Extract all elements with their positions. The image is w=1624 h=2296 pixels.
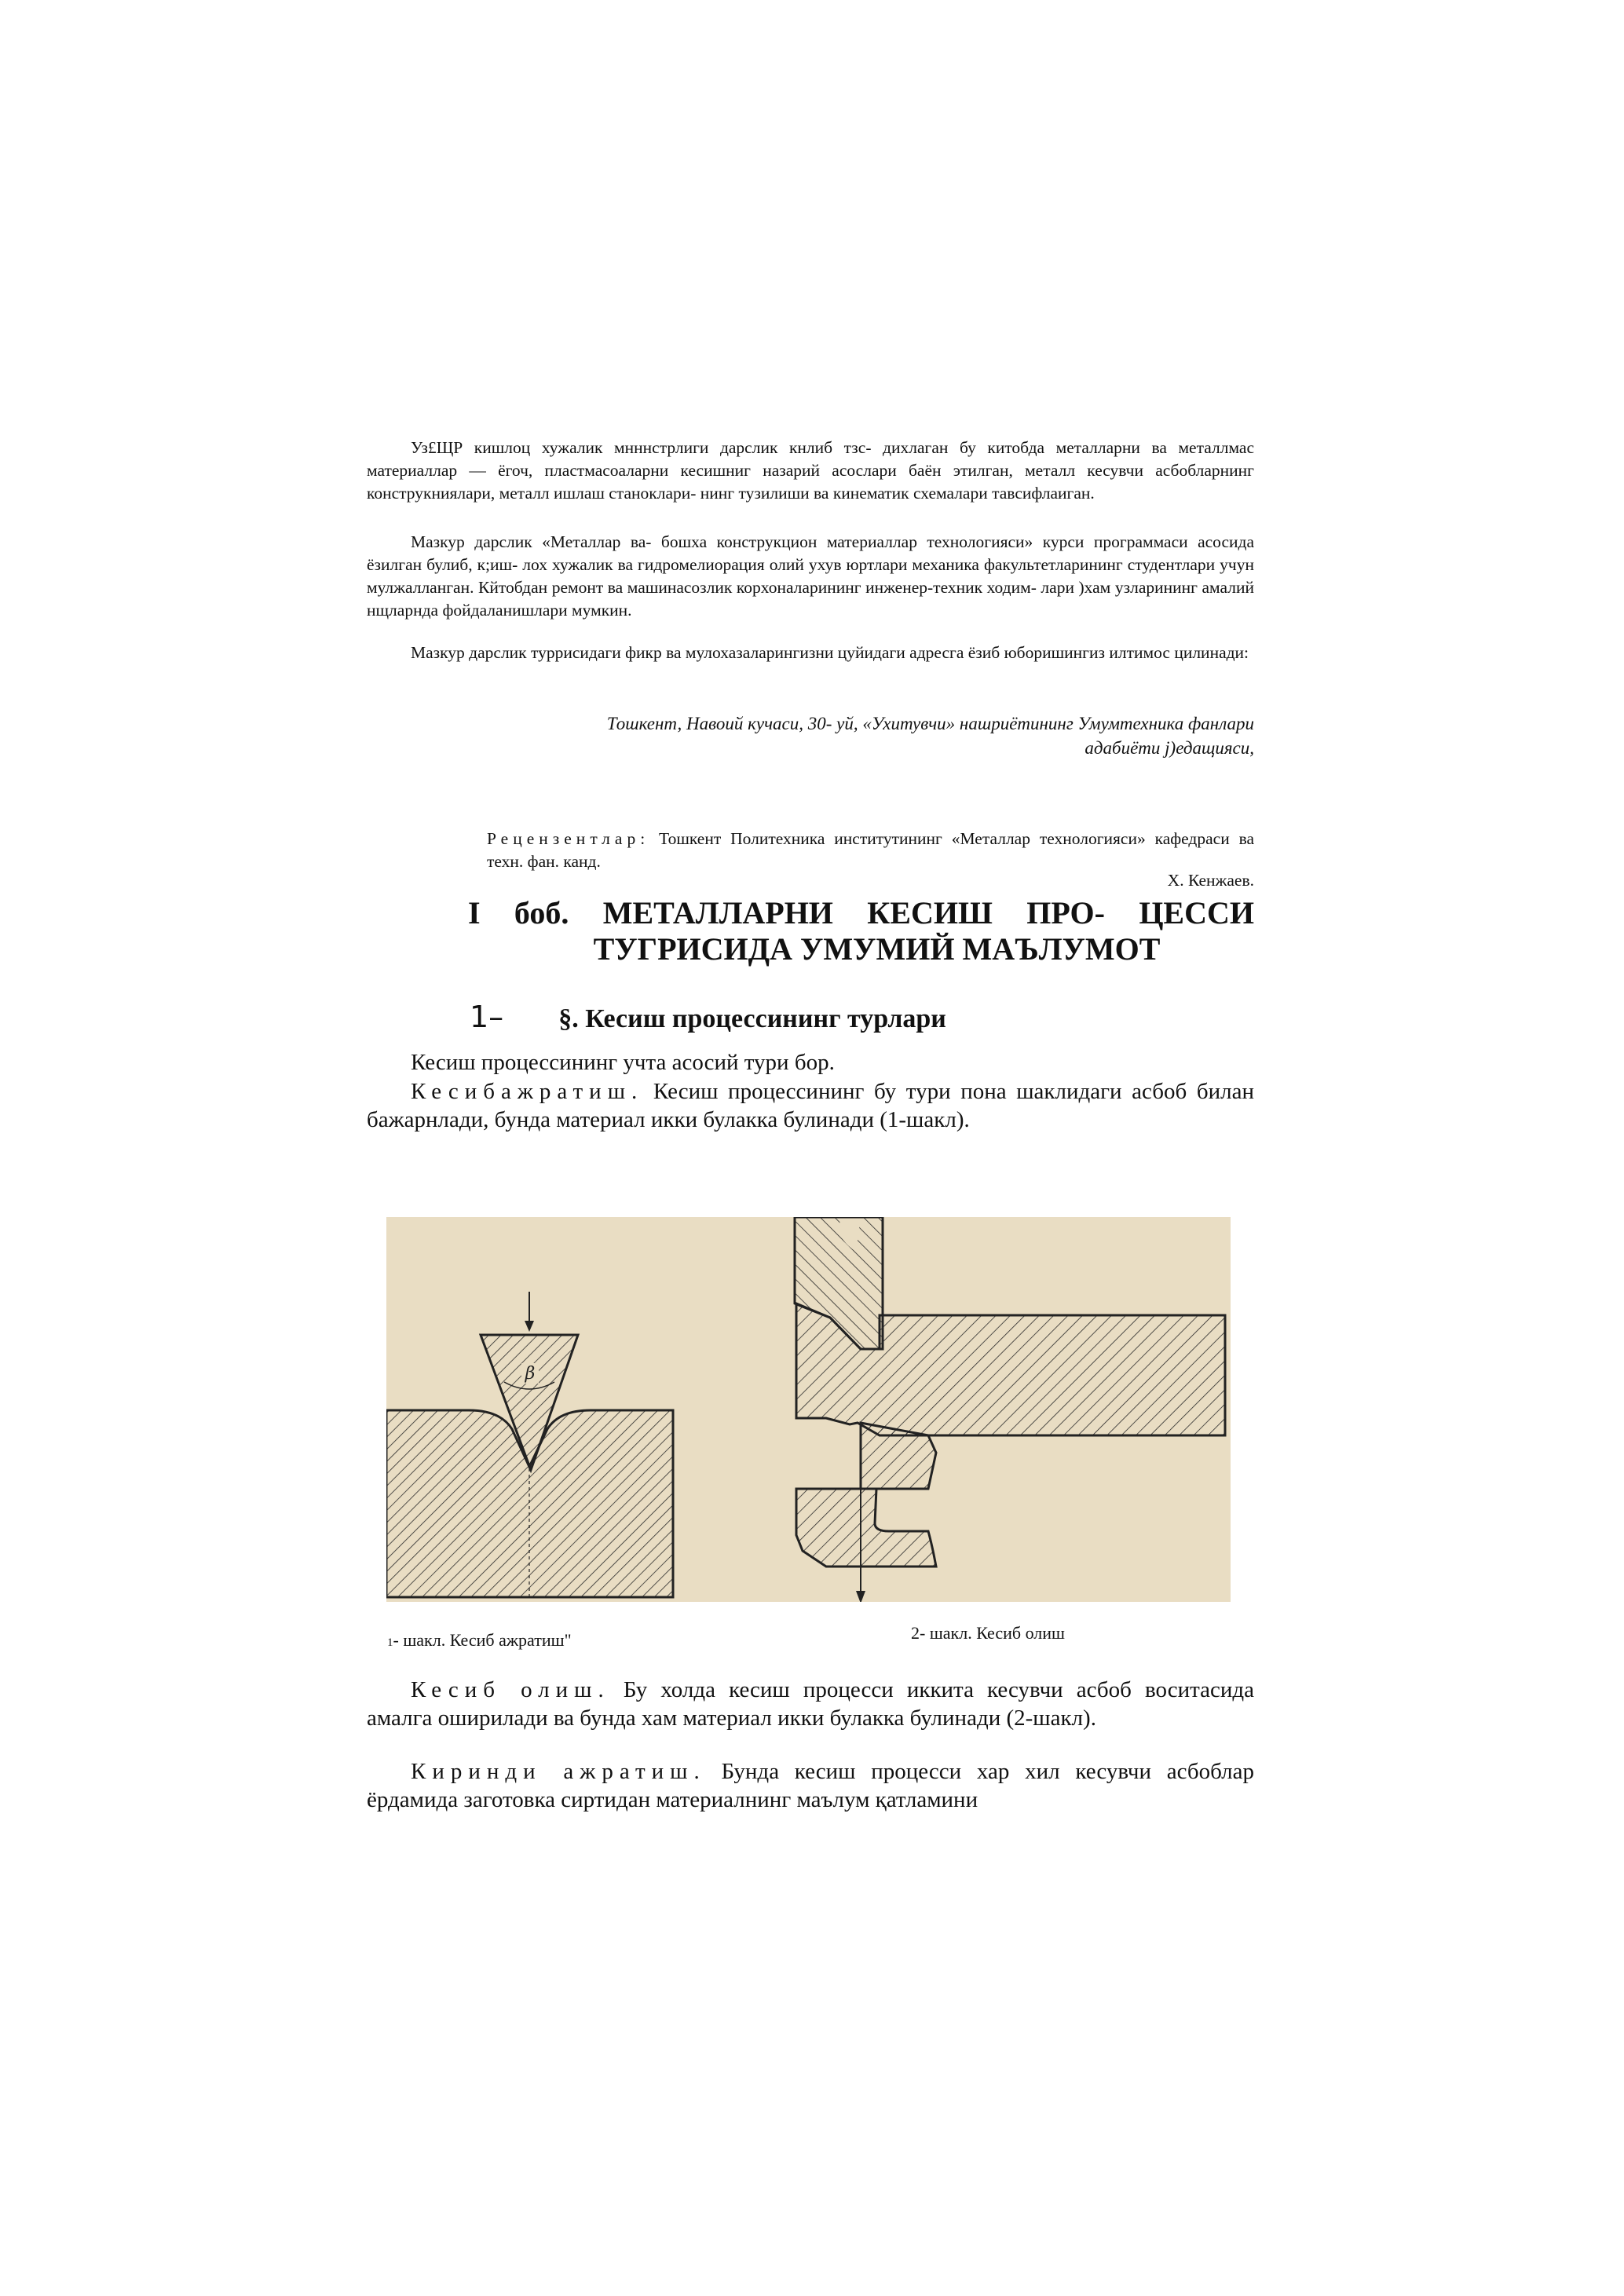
publisher-address	[408, 711, 1254, 760]
term-kirindi-ajratish: Киринди ажратиш.	[411, 1759, 706, 1784]
address-line-1: Тошкент, Навоий кучаси, 30- уй, «Ухитувчи» нашриётининг Умумтехника фанлари	[606, 714, 1254, 733]
figure-2-caption: 2- шакл. Кесиб олиш	[911, 1623, 1065, 1643]
reviewers-block	[487, 828, 1254, 873]
section-number: 1–	[470, 1000, 504, 1034]
figures-image	[386, 1217, 1231, 1602]
body-paragraph-3-text: Бу холда кесиш процесси иккита кесувчи асбоб воситасида амалга оширилади ва бунда хам материал икки булакка булинади (2-шакл).	[367, 1677, 1254, 1731]
chapter-title	[468, 895, 1254, 967]
intro-paragraph-1: Уз£ЩР кишлоц хужалик мнннстрлиги дарслик кнлиб тзс- дихлаган бу китобда металларни ва металлмас материаллар — ёгоч, пластмасоаларни кесишниг назарий асослари баён этилган, металл кесувчи асбобларнинг конструкниялари, металл ишлаш станоклари- нинг тузилиши ва кинематик схемалари тавсифлаиган.	[367, 438, 1254, 503]
body-paragraph-4-text: Бунда кесиш процесси хар хил кесувчи асбоблар ёрдамида заготовка сиртидан материалнинг маълум қатламини	[367, 1759, 1254, 1812]
cutting-figures	[386, 1217, 1231, 1602]
reviewers-text: Тошкент Политехника институтининг «Металлар технологияси» кафедраси ва техн. фан. канд.	[487, 829, 1254, 871]
body-paragraph-4	[367, 1757, 1254, 1814]
term-kesib-ajratish: Кесибажратиш.	[411, 1079, 644, 1104]
reviewers-label: Рецензентлар:	[487, 829, 650, 848]
chapter-word-1: МЕТАЛЛАРНИ	[602, 895, 833, 930]
address-line-2: адабиёти j)едащияси,	[1084, 738, 1254, 758]
section-title	[470, 1000, 946, 1034]
body-paragraph-2-text: Кесиш процессининг бу тури пона шаклидаги асбоб билан бажарнлади, бунда материал икки булакка булинади (1-шакл).	[367, 1079, 1254, 1132]
intro-paragraph-3: Мазкур дарслик туррисидаги фикр ва мулохазаларингизни цуйидаги адресга ёзиб юборишингиз илтимос цилинади:	[411, 643, 1249, 662]
chapter-word-2: КЕСИШ	[867, 895, 993, 930]
body-paragraph-1: Кесиш процессининг учта асосий тури бор.	[411, 1050, 835, 1075]
body-paragraph-3	[367, 1676, 1254, 1732]
intro-paragraph-2: Мазкур дарслик «Металлар ва- бошха конструкцион материаллар технологияси» курси программаси асосида ёзилган булиб, к;иш- лох хужалик ва гидромелиорация олий ухув юртлари механика факультетларининг студентлари учун мулжалланган. Кйтобдан ремонт ва машинасозлик корхоналарининг инженер-техник ходим- лари )хам узларининг амалий нщларнда фойдаланишлари мумкин.	[367, 532, 1254, 620]
reviewer-name: Х. Кенжаев.	[1167, 871, 1254, 890]
figure-1-caption-text: - шакл. Кесиб ажратиш"	[393, 1630, 572, 1650]
term-kesib-olish: Кесиб олиш.	[411, 1677, 610, 1702]
chapter-title-line-2: ТУГРИСИДА УМУМИЙ МАЪЛУМОТ	[593, 931, 1161, 967]
figure-1-caption-number: 1	[387, 1636, 393, 1649]
chapter-word-4: ЦЕССИ	[1139, 895, 1254, 930]
angle-beta-label: β	[525, 1364, 536, 1384]
chapter-number: I	[468, 895, 481, 930]
chapter-title-line-1	[468, 895, 1254, 931]
section-heading-text: §. Кесиш процессининг турлари	[558, 1004, 946, 1033]
chapter-word-3: ПРО-	[1026, 895, 1105, 930]
figure-1-caption	[387, 1630, 572, 1651]
body-paragraph-2	[367, 1077, 1254, 1134]
chapter-bob: боб.	[514, 895, 569, 930]
